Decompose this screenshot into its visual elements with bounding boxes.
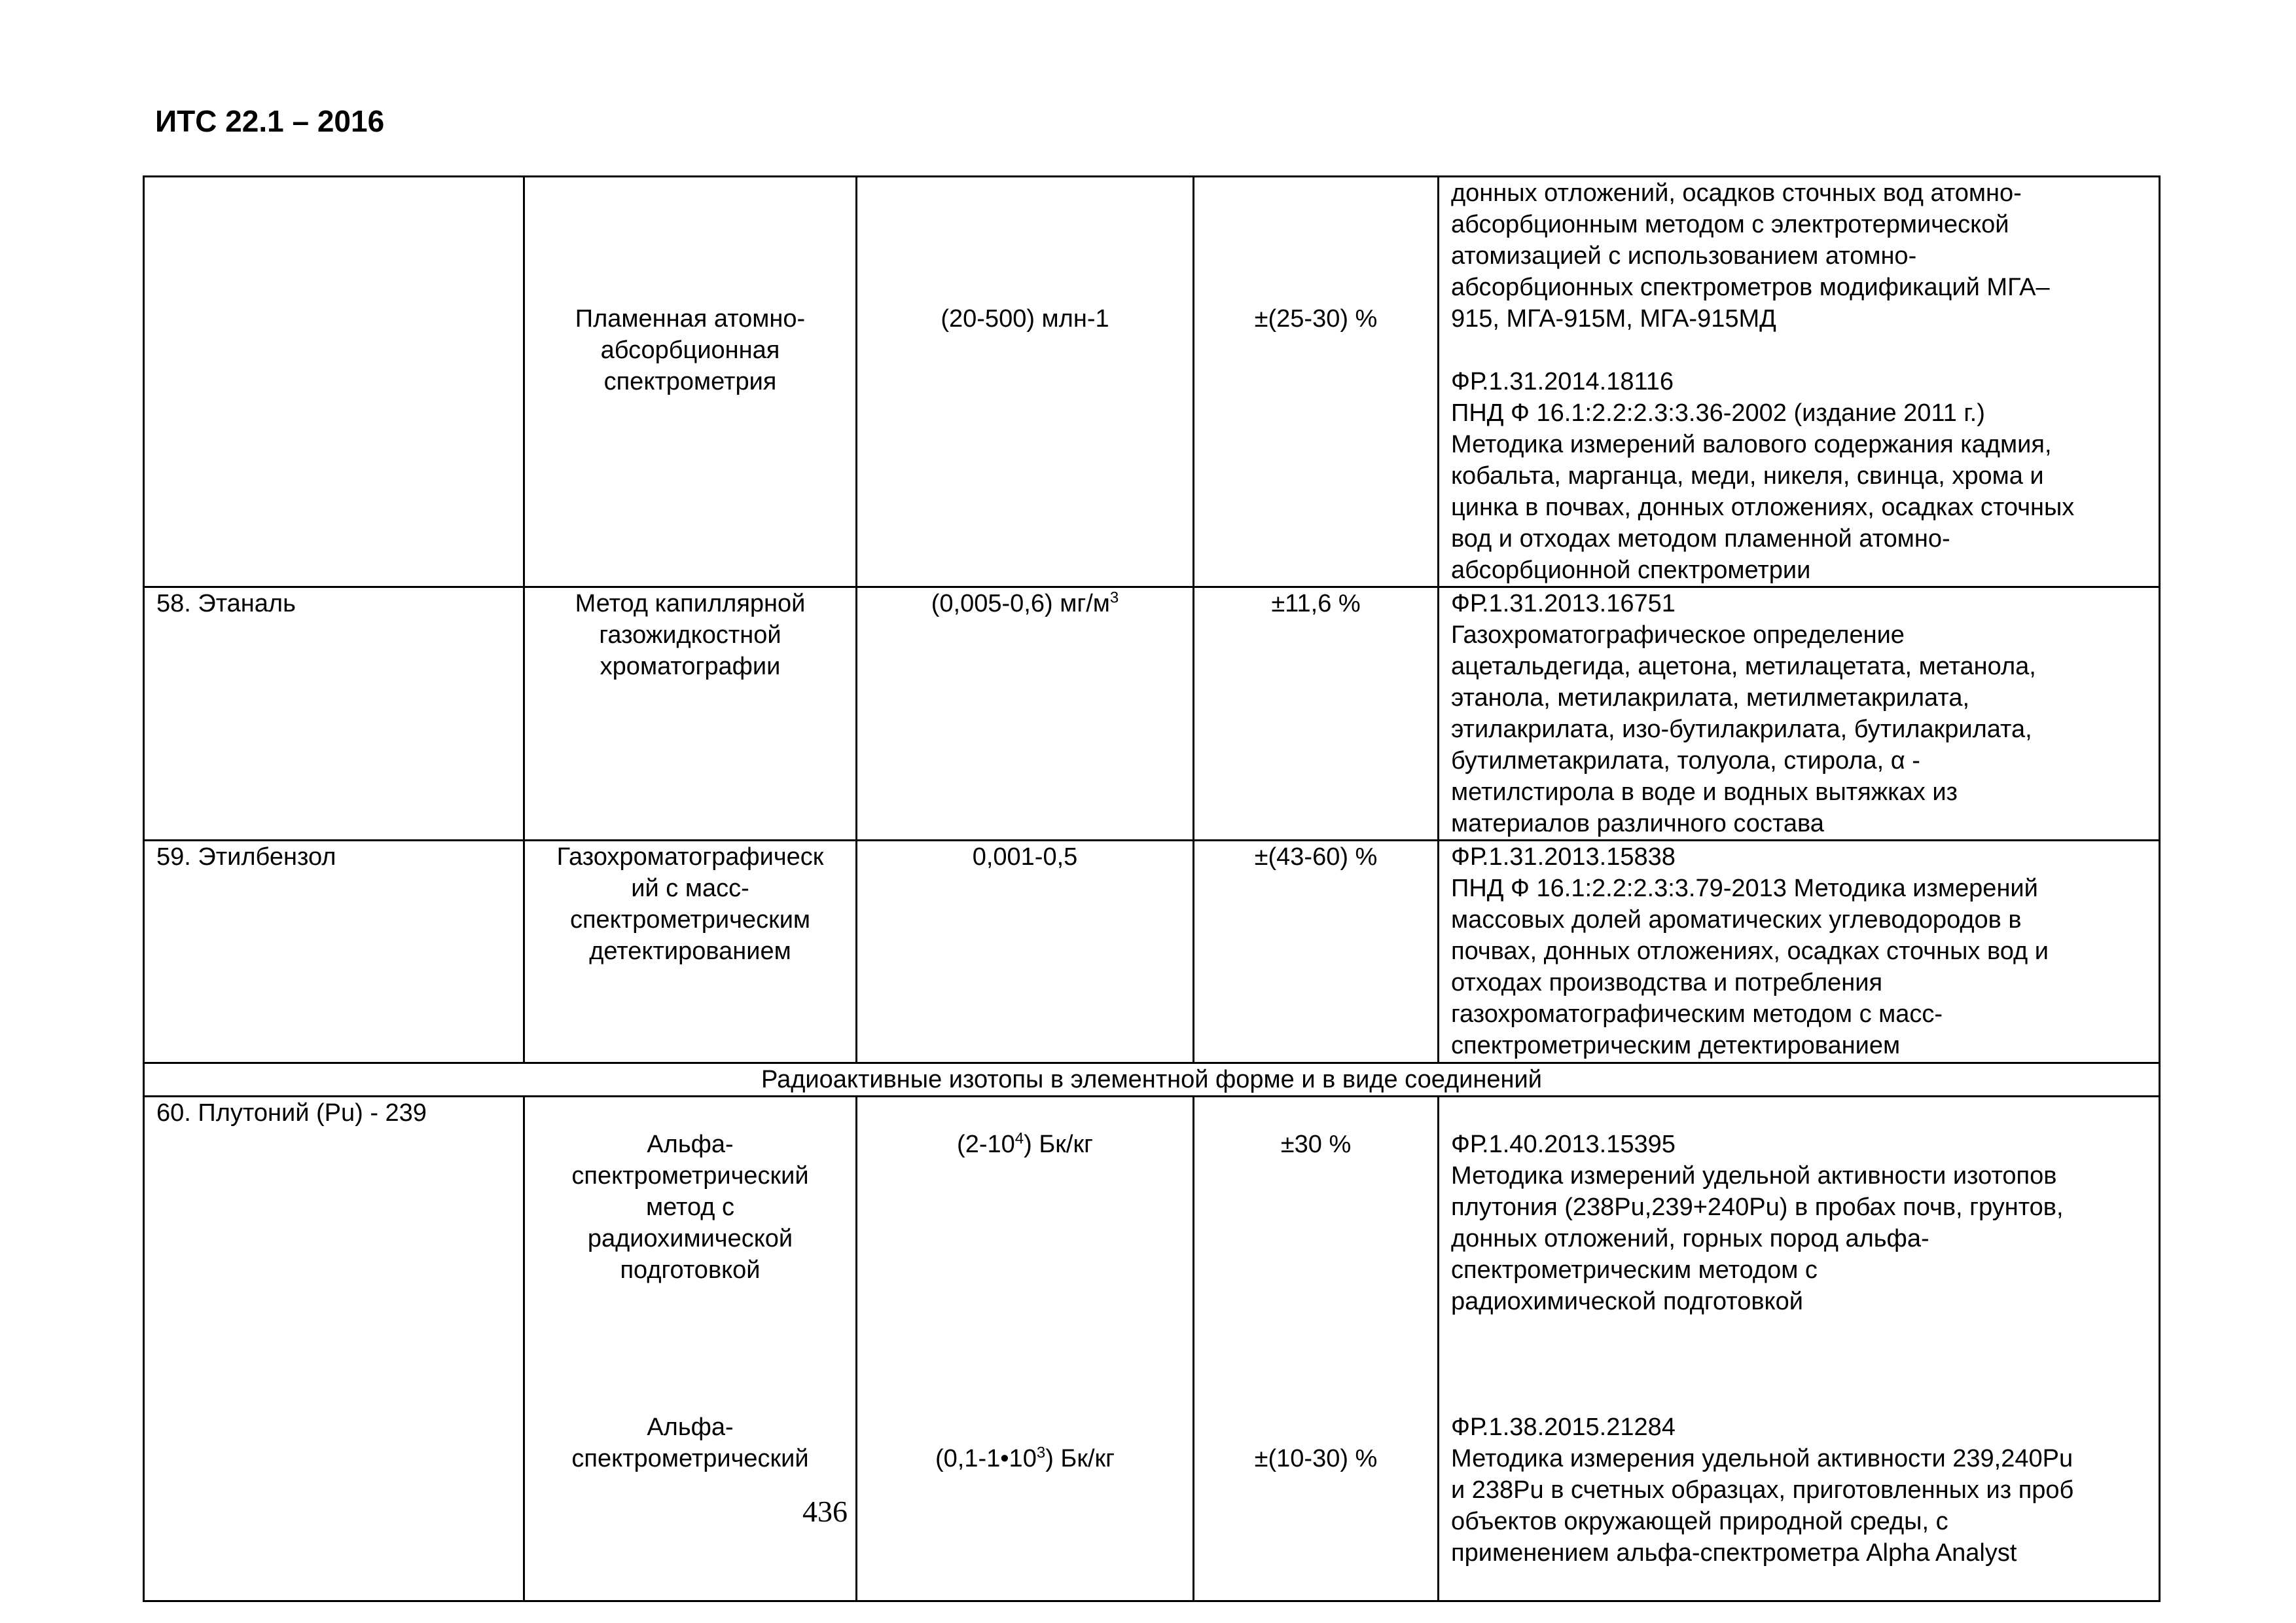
methods-table [143, 175, 2161, 1602]
document-cell [1439, 1097, 2160, 1601]
error-secondary: ±(10-30) % [1254, 1445, 1378, 1472]
error-cell [1194, 1097, 1439, 1601]
section-row [144, 1063, 2160, 1097]
error-cell: ±(25-30) % [1194, 177, 1439, 587]
document-secondary: ФР.1.38.2015.21284 Методика измерения удельной активности 239,240Pu и 238Pu в счетных образцах, приготовленных из проб объектов окружающей природной среды, с применением альфа-спектрометра Alpha Analyst [1451, 1413, 2074, 1567]
method-cell: Газохроматографическ ий с масс- спектрометрическим детектированием [524, 841, 857, 1063]
document-cell: ФР.1.31.2013.15838 ПНД Ф 16.1:2.2:2.3:3.79-2013 Методика измерений массовых долей ароматических углеводородов в почвах, донных отложениях, осадках сточных вод и отходах производства и потребления газохроматографическим методом с масс- спектрометрическим детектированием [1439, 841, 2160, 1063]
substance-cell [144, 177, 524, 587]
range-cell: (20-500) млн-1 [857, 177, 1194, 587]
error-cell: ±11,6 % [1194, 587, 1439, 841]
document-cell: ФР.1.31.2013.16751 Газохроматографическое определение ацетальдегида, ацетона, метилацетата, метанола, этанола, метилакрилата, метилметакрилата, этилакрилата, изо-бутилакрилата, бутилакрилата, бутилметакрилата, толуола, стирола, α - метилстирола в воде и водных вытяжках из материалов различного состава [1439, 587, 2160, 841]
method-secondary: Альфа- спектрометрический [571, 1413, 809, 1472]
table-row [144, 841, 2160, 1063]
range-value: (0,005-0,6) мг/м [931, 590, 1110, 617]
substance-cell: 60. Плутоний (Pu) - 239 [144, 1097, 524, 1601]
range-primary: $(2-10^4)$ Бк/кг [957, 1129, 1093, 1158]
document-cell: донных отложений, осадков сточных вод атомно- абсорбционным методом с электротермической атомизацией с использованием атомно- абсорбционных спектрометров модификаций МГА– 915, МГА-915М, МГА-915МД ФР.1.31.2014.18116 ПНД Ф 16.1:2.2:2.3:3.36-2002 (издание 2011 г.) Методика измерений валового содержания кадмия, кобальта, марганца, меди, никеля, свинца, хрома и цинка в почвах, донных отложениях, осадках сточных вод и отходах методом пламенной атомно- абсорбционной спектрометрии [1439, 177, 2160, 587]
range-superscript: 3 [1109, 589, 1119, 607]
table-row [144, 587, 2160, 841]
method-primary: Альфа- спектрометрический метод с радиохимической подготовкой [571, 1131, 809, 1284]
method-cell: Пламенная атомно- абсорбционная спектрометрия [524, 177, 857, 587]
substance-cell: 58. Этаналь [144, 587, 524, 841]
page-number: 436 [802, 1495, 848, 1528]
range-cell [857, 1097, 1194, 1601]
range-cell: 0,001-0,5 [857, 841, 1194, 1063]
error-primary: ±30 % [1280, 1131, 1352, 1158]
table-row [144, 177, 2160, 587]
substance-cell: 59. Этилбензол [144, 841, 524, 1063]
document-primary: ФР.1.40.2013.15395 Методика измерений удельной активности изотопов плутония (238Pu,239+240Pu) в пробах почв, грунтов, донных отложений, горных пород альфа- спектрометрическим методом с радиохимической подготовкой [1451, 1131, 2064, 1315]
table-row [144, 1097, 2160, 1601]
document-header: ИТС 22.1 – 2016 [155, 104, 385, 138]
range-cell [857, 587, 1194, 841]
range-secondary: $(0,1-1•10^3)$ Бк/кг [935, 1444, 1115, 1472]
section-title: Радиоактивные изотопы в элементной форме и в виде соединений [144, 1063, 2160, 1097]
method-cell: Метод капиллярной газожидкостной хроматографии [524, 587, 857, 841]
error-cell: ±(43-60) % [1194, 841, 1439, 1063]
